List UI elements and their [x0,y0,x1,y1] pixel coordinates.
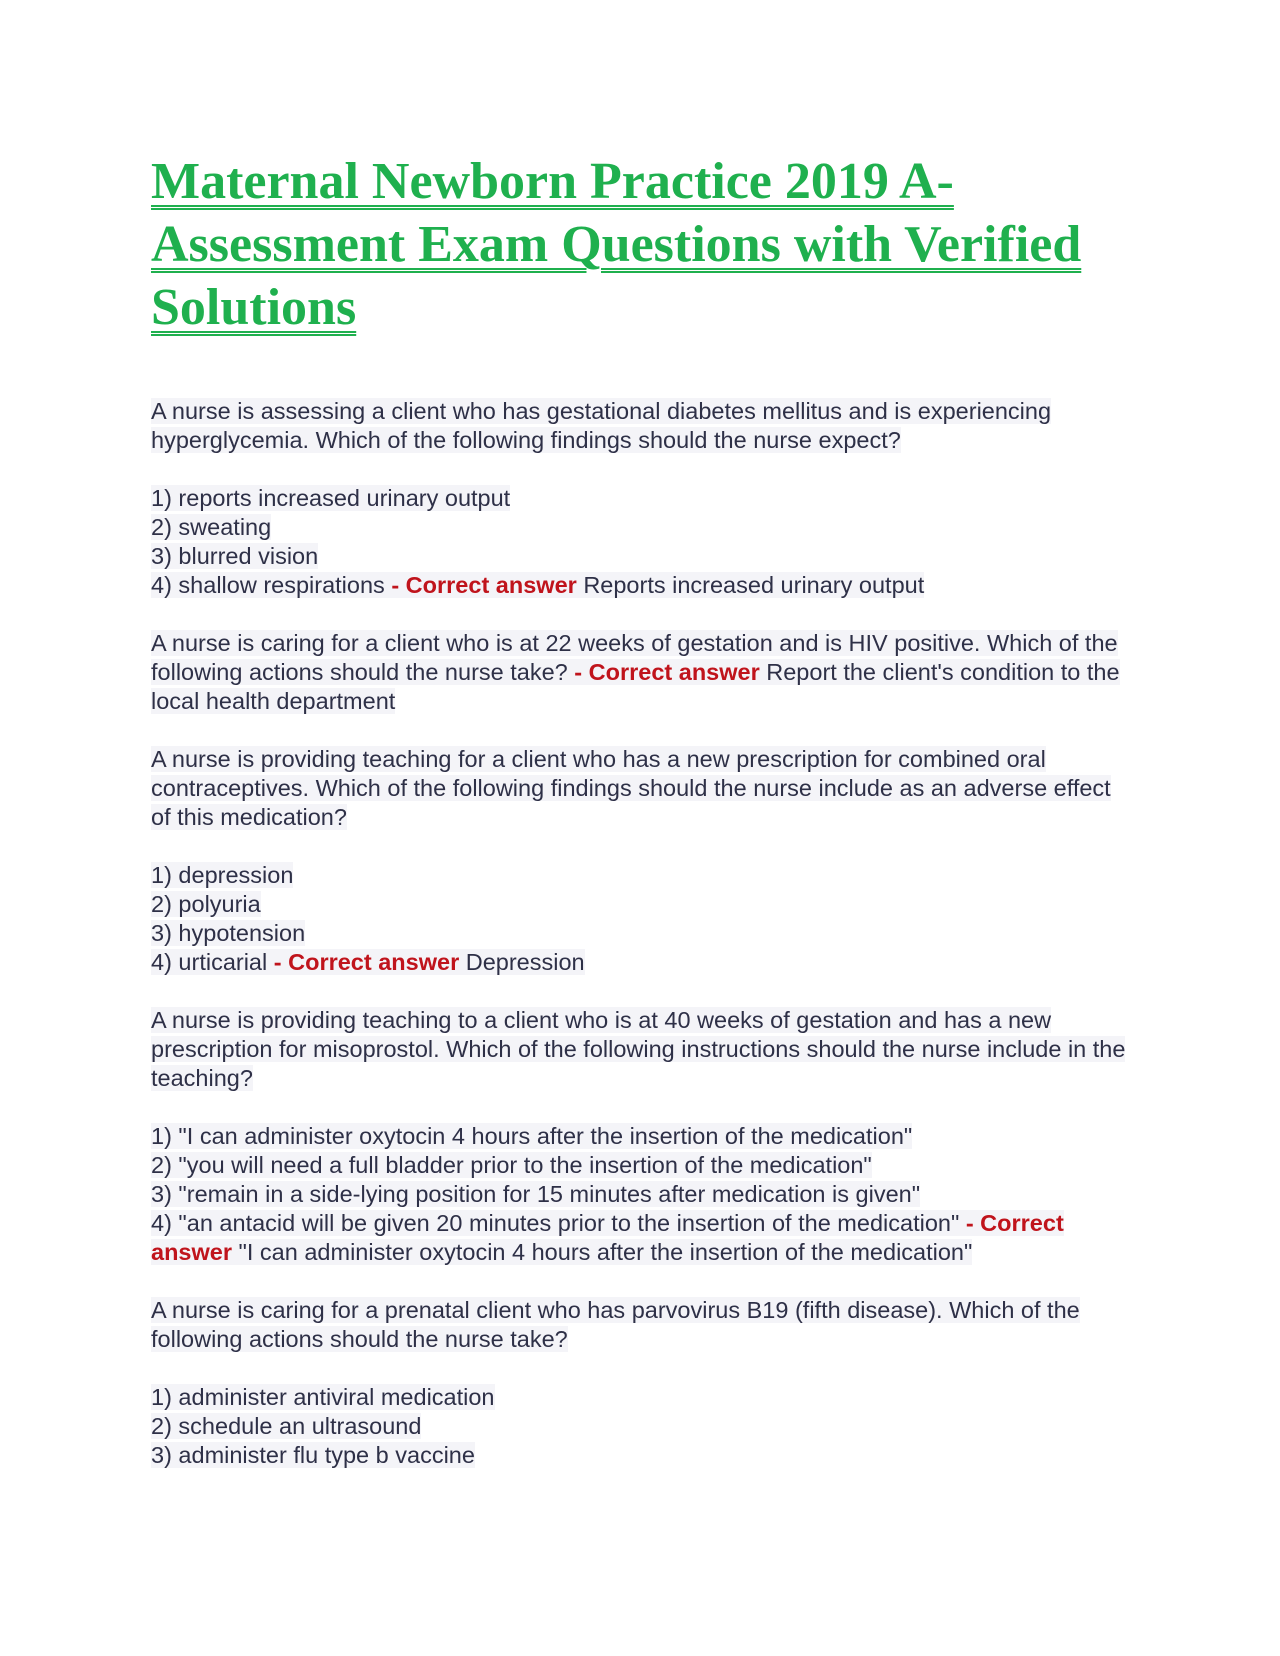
option-text: 4) urticarial [151,949,268,975]
option-item: 3) "remain in a side-lying position for 15 minutes after medication is given" [151,1181,921,1207]
answer-text: Report the client's condition to the local health department [151,659,1120,714]
question-stem-text: A nurse is caring for a prenatal client who has parvovirus B19 (fifth disease). Which of the following actions should the nurse take? [151,1297,1080,1352]
document-content [151,397,1131,1470]
question-2 [151,629,1131,716]
option-item: 3) blurred vision [151,543,319,569]
question-1 [151,397,1131,600]
option-text: 4) shallow respirations [151,572,385,598]
option-item-with-answer [151,948,1131,977]
question-4 [151,1006,1131,1267]
question-3 [151,745,1131,977]
question-5 [151,1296,1131,1470]
question-stem [151,1296,1131,1354]
answer-text: "I can administer oxytocin 4 hours after the insertion of the medication" [238,1239,973,1265]
question-stem [151,629,1131,716]
document-page [151,150,1131,1499]
option-item: 2) "you will need a full bladder prior to the insertion of the medication" [151,1152,872,1178]
option-text: 4) "an antacid will be given 20 minutes prior to the insertion of the medication" [151,1210,960,1236]
answer-text: Depression [465,949,585,975]
option-item: 2) schedule an ultrasound [151,1413,422,1439]
correct-answer-label: - Correct answer [151,1210,1064,1265]
option-item: 1) "I can administer oxytocin 4 hours after the insertion of the medication" [151,1123,913,1149]
option-item: 1) reports increased urinary output [151,485,511,511]
option-item: 2) polyuria [151,891,261,917]
question-stem-text: A nurse is caring for a client who is at 22 weeks of gestation and is HIV positive. Which of the following actions should the nurse take? [151,630,1118,685]
option-item: 3) administer flu type b vaccine [151,1442,475,1468]
option-item: 1) depression [151,862,294,888]
question-stem [151,1006,1131,1093]
correct-answer-label: - Correct answer [574,659,760,685]
option-item-with-answer [151,1209,1131,1267]
option-list [151,484,1131,600]
answer-text: Reports increased urinary output [583,572,925,598]
document-title: Maternal Newborn Practice 2019 A-Assessment Exam Questions with Verified Solutions [151,153,1082,336]
question-stem [151,397,1131,455]
correct-answer-label: - Correct answer [273,949,460,975]
option-item: 3) hypotension [151,920,306,946]
question-stem-text: A nurse is assessing a client who has gestational diabetes mellitus and is experiencing hyperglycemia. Which of the following findings should the nurse expect? [151,398,1052,453]
question-stem-text: A nurse is providing teaching to a client who is at 40 weeks of gestation and has a new prescription for misoprostol. Which of the following instructions should the nurse include in the teaching? [151,1007,1126,1091]
question-stem [151,745,1131,832]
option-item: 1) administer antiviral medication [151,1384,495,1410]
option-list [151,1122,1131,1267]
option-item-with-answer [151,571,1131,600]
question-stem-text: A nurse is providing teaching for a client who has a new prescription for combined oral contraceptives. Which of the following findings should the nurse include as an adverse effect of this medication? [151,746,1111,830]
option-list [151,861,1131,977]
option-list [151,1383,1131,1470]
correct-answer-label: - Correct answer [391,572,577,598]
option-item: 2) sweating [151,514,272,540]
